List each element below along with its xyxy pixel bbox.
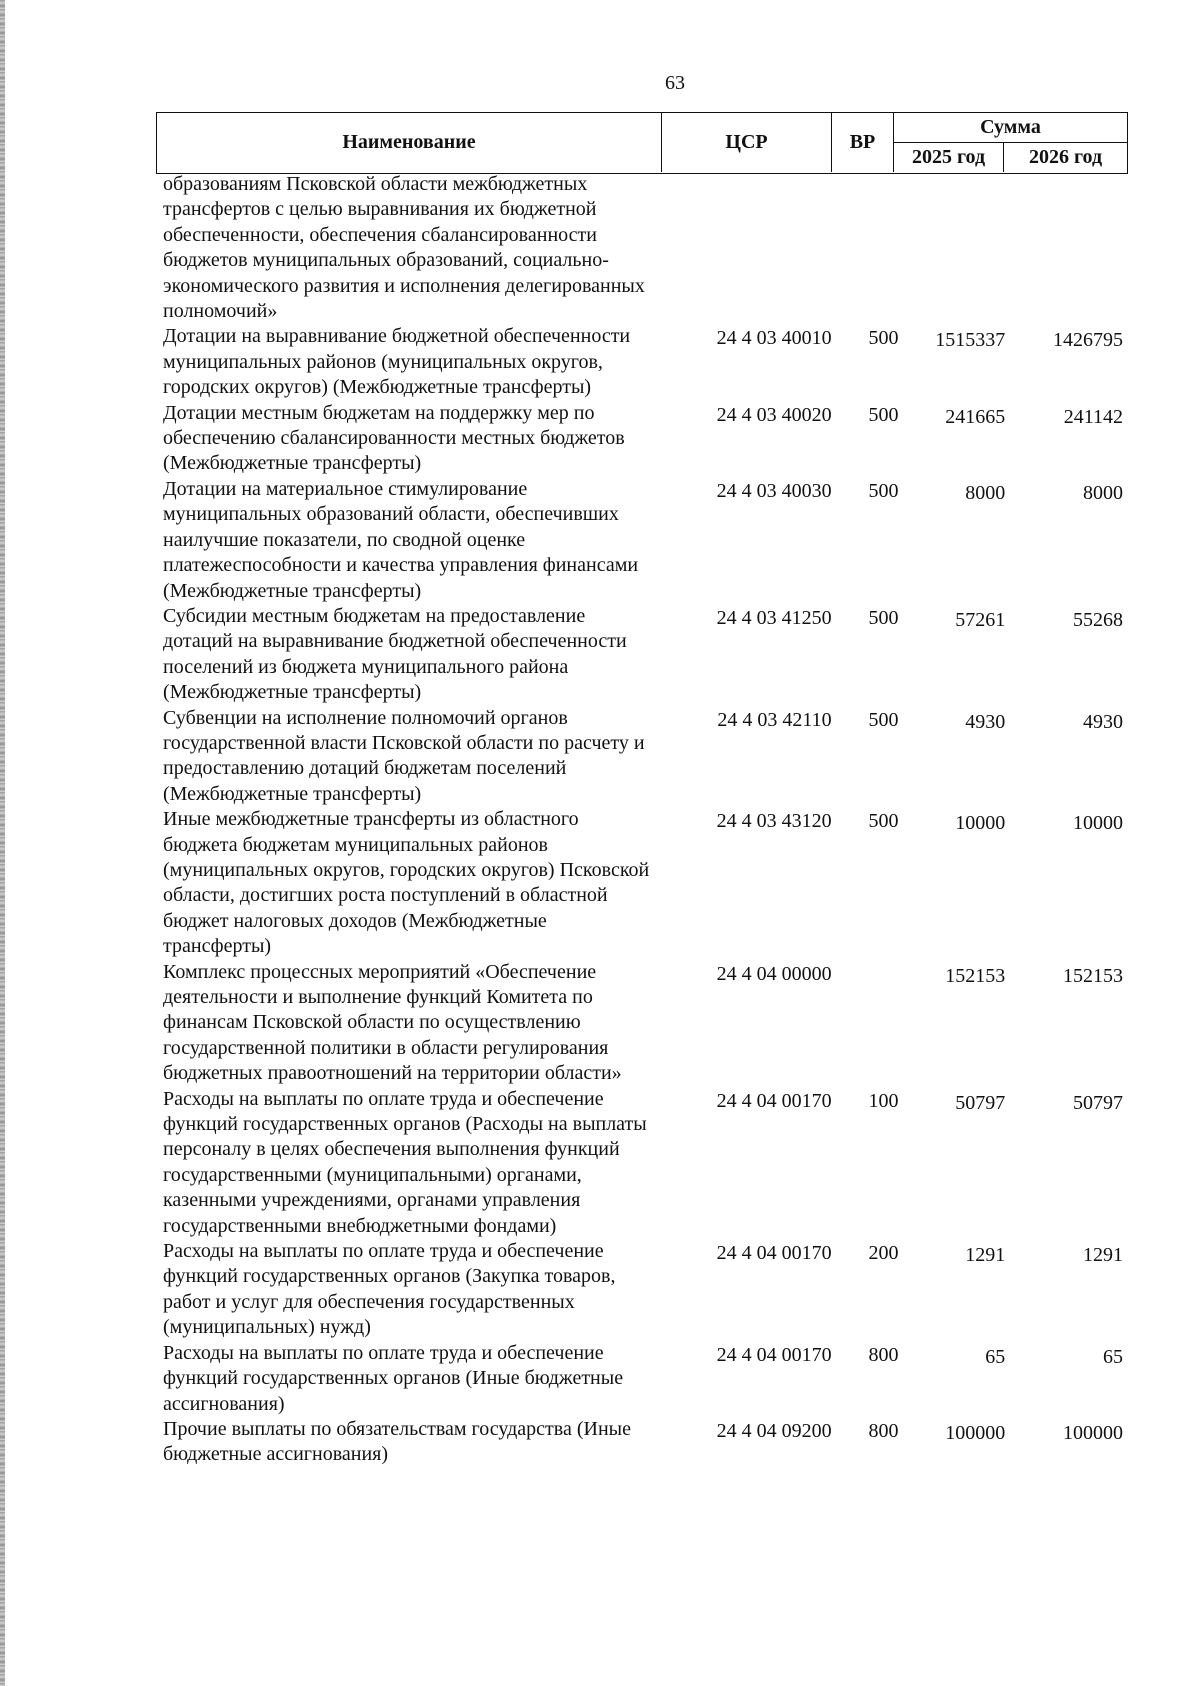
row-csr: 24 4 03 42110: [717, 708, 832, 731]
table-body: [163, 172, 1123, 1468]
row-csr: 24 4 04 09200: [716, 1419, 832, 1442]
header-year-2025: 2025 год: [894, 143, 1004, 172]
row-vr: 500: [868, 606, 899, 629]
row-sum-2026: 4930: [1083, 710, 1123, 733]
table-row: [163, 172, 1123, 324]
row-sum-2026: 65: [1103, 1345, 1123, 1368]
row-name: образованиям Псковской области межбюджетных трансфертов с целью выравнивания их бюджетной обеспеченности, обеспечения сбалансированности бюджетов муниципальных образований, социально-экономического развития и исполнения делегированных полномочий»: [163, 173, 645, 323]
row-name: Субсидии местным бюджетам на предоставление дотаций на выравнивание бюджетной обеспеченности поселений из бюджета муниципального района (Межбюджетные трансферты): [163, 604, 627, 704]
header-year-2026: 2026 год: [1028, 146, 1103, 168]
table-row: [163, 477, 1123, 604]
row-csr: 24 4 03 40030: [716, 479, 832, 502]
row-csr: 24 4 03 41250: [716, 606, 832, 629]
row-sum-2026: 8000: [1083, 481, 1123, 504]
table-row: [163, 1341, 1123, 1417]
row-name: Дотации местным бюджетам на поддержку мер по обеспечению сбалансированности местных бюджетов (Межбюджетные трансферты): [163, 401, 625, 475]
row-vr: [832, 960, 899, 962]
table-row: [163, 960, 1123, 1087]
row-name: Субвенции на исполнение полномочий органов государственной власти Псковской области по расчету и предоставлению дотаций бюджетам поселений (Межбюджетные трансферты): [163, 706, 645, 805]
table-row: [163, 324, 1123, 400]
row-csr: 24 4 04 00000: [716, 962, 832, 985]
row-name: Комплекс процессных мероприятий «Обеспечение деятельности и выполнение функций Комитета по финансам Псковской области по осуществлению государственной политики в области регулирования бюджетных правоотношений на территории области»: [163, 960, 622, 1085]
row-sum-2026: 10000: [1073, 812, 1123, 835]
header-name: Наименование: [157, 113, 662, 172]
row-sum-2025: 241665: [945, 405, 1006, 428]
row-sum-2026: 1426795: [1053, 329, 1123, 352]
row-name: Расходы на выплаты по оплате труда и обеспечение функций государственных органов (Иные бюджетные ассигнования): [163, 1341, 624, 1415]
row-vr: 500: [868, 810, 899, 833]
table-row: [163, 807, 1123, 959]
header-sum: Сумма: [894, 113, 1127, 143]
row-sum-2026: 50797: [1073, 1091, 1123, 1114]
row-name: Иные межбюджетные трансферты из областного бюджета бюджетам муниципальных районов (муниципальных округов, городских округов) Псковской области, достигших роста поступлений в областной бюджет налоговых доходов (Межбюджетные трансферты): [163, 808, 650, 958]
row-csr: 24 4 03 40010: [716, 327, 832, 350]
header-csr: ЦСР: [662, 113, 832, 172]
row-sum-2025: 100000: [945, 1421, 1006, 1444]
row-csr: 24 4 04 00170: [716, 1242, 832, 1265]
row-vr: 500: [868, 327, 899, 350]
row-csr: [657, 172, 832, 174]
row-vr: 800: [868, 1343, 899, 1366]
row-sum-2026: [1005, 172, 1123, 176]
row-sum-2025: 1291: [965, 1244, 1006, 1267]
row-vr: 500: [868, 479, 899, 502]
table-header: [156, 112, 1128, 174]
row-sum-2025: 65: [985, 1345, 1006, 1368]
table-row: [163, 1087, 1123, 1239]
row-csr: 24 4 04 00170: [716, 1343, 832, 1366]
row-sum-2026: 152153: [1063, 964, 1123, 987]
row-vr: 100: [868, 1089, 899, 1112]
row-sum-2026: 100000: [1063, 1421, 1123, 1444]
row-sum-2025: 8000: [965, 481, 1006, 504]
row-name: Расходы на выплаты по оплате труда и обеспечение функций государственных органов (Закупка товаров, работ и услуг для обеспечения государственных (муниципальных) нужд): [163, 1240, 616, 1339]
row-sum-2025: 10000: [955, 812, 1006, 835]
row-vr: 500: [868, 708, 899, 731]
row-name: Дотации на выравнивание бюджетной обеспеченности муниципальных районов (муниципальных округов, городских округов) (Межбюджетные трансферты): [163, 325, 631, 399]
row-sum-2025: 152153: [945, 964, 1006, 987]
table-row: [163, 1239, 1123, 1341]
header-vr: ВР: [832, 113, 894, 172]
row-vr: 500: [868, 403, 899, 426]
row-sum-2026: 241142: [1063, 405, 1123, 428]
page-number: 63: [665, 72, 685, 94]
row-vr: 800: [868, 1419, 899, 1442]
table-row: [163, 1417, 1123, 1468]
row-name: Расходы на выплаты по оплате труда и обеспечение функций государственных органов (Расходы на выплаты персоналу в целях обеспечения выполнения функций государственными (муниципальными) органами, казенными учреждениями, органами управления государственными внебюджетными фондами): [163, 1087, 647, 1237]
row-sum-2025: 57261: [955, 608, 1006, 631]
row-vr: [832, 172, 899, 174]
row-csr: 24 4 04 00170: [716, 1089, 832, 1112]
row-vr: 200: [868, 1242, 899, 1265]
row-sum-2025: 1515337: [935, 329, 1006, 352]
row-csr: 24 4 03 40020: [716, 403, 832, 426]
row-sum-2026: 55268: [1073, 608, 1123, 631]
table-row: [163, 604, 1123, 706]
row-csr: 24 4 03 43120: [716, 810, 832, 833]
row-sum-2025: 4930: [965, 710, 1006, 733]
scan-edge: [0, 0, 5, 1686]
row-sum-2025: 50797: [955, 1091, 1006, 1114]
row-name: Прочие выплаты по обязательствам государства (Иные бюджетные ассигнования): [163, 1417, 631, 1466]
table-row: [163, 401, 1123, 477]
row-sum-2025: [898, 172, 1005, 176]
row-name: Дотации на материальное стимулирование муниципальных образований области, обеспечивших наилучшие показатели, по сводной оценке платежеспособности и качества управления финансами (Межбюджетные трансферты): [163, 477, 639, 602]
table-row: [163, 706, 1123, 808]
row-sum-2026: 1291: [1083, 1244, 1123, 1267]
